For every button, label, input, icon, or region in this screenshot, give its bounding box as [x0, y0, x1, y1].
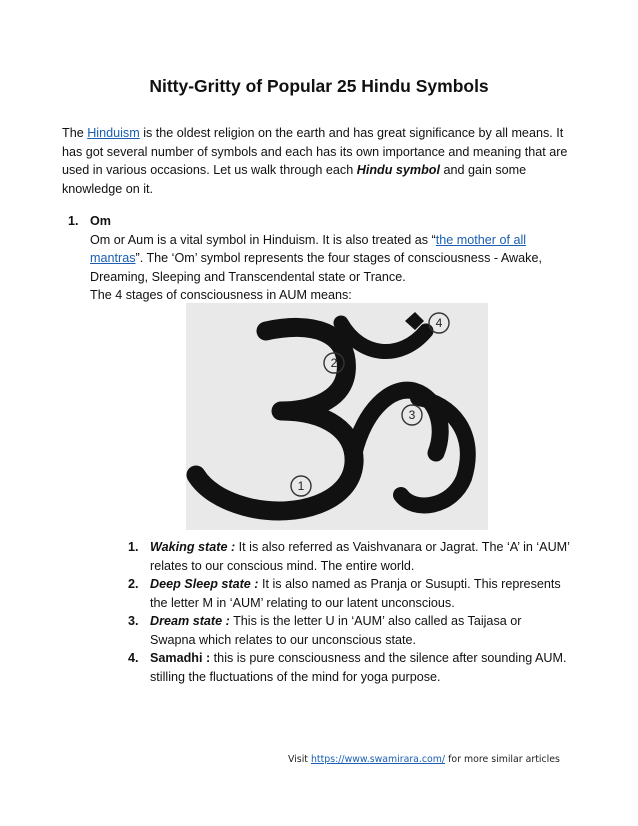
om-heading: Om: [90, 214, 111, 228]
stage-description: It is also named as Pranja or Susupti. This represents the letter M in ‘AUM’ relating to our latent unconscious.: [150, 577, 561, 610]
list-item: [128, 538, 570, 575]
intro-text-1: The: [62, 126, 88, 140]
list-number: 2.: [128, 577, 139, 591]
om-stages-intro: The 4 stages of consciousness in AUM means:: [90, 288, 352, 302]
page-footer: Visit https://www.swamirara.com/ for more similar articles: [288, 754, 560, 765]
list-item: [128, 649, 570, 686]
hindu-symbol-emphasis: Hindu symbol: [356, 163, 440, 177]
stage-term: Samadhi :: [150, 651, 211, 665]
intro-text-3: and gain some knowledge on it.: [62, 163, 527, 196]
intro-paragraph: [62, 124, 582, 198]
list-item-om: [68, 212, 560, 305]
list-number: 3.: [128, 614, 139, 628]
om-symbol-image: [186, 303, 488, 530]
hinduism-link[interactable]: Hinduism: [87, 126, 140, 140]
stage-label-4: 4: [435, 316, 443, 330]
list-number: 4.: [128, 651, 139, 665]
mother-of-mantras-link[interactable]: the mother of all mantras: [90, 232, 527, 265]
stage-description: This is the letter U in ‘AUM’ also called as Taijasa or Swapna which relates to our unconscious state.: [150, 614, 522, 647]
list-item: [128, 612, 570, 649]
page-title: Nitty-Gritty of Popular 25 Hindu Symbols: [149, 76, 489, 96]
stage-label-2: 2: [330, 356, 338, 370]
consciousness-stages-list: [128, 538, 570, 686]
swamirara-link[interactable]: https://www.swamirara.com/: [310, 754, 446, 765]
list-item: [128, 575, 570, 612]
om-symbol-figure: [186, 303, 488, 530]
stage-description: It is also referred as Vaishvanara or Jagrat. The ‘A’ in ‘AUM’ relates to our conscious mind. The entire world.: [150, 540, 570, 573]
stage-term: Waking state :: [150, 540, 236, 554]
stage-description: this is pure consciousness and the silence after sounding AUM. stilling the fluctuations of the mind for yoga purpose.: [150, 651, 567, 684]
stage-term: Deep Sleep state :: [150, 577, 259, 591]
list-number: 1.: [128, 540, 139, 554]
stage-label-3: 3: [408, 408, 416, 422]
stage-term: Dream state :: [150, 614, 230, 628]
intro-text-2: is the oldest religion on the earth and has great significance by all means. It has got several number of symbols and each has its own importance and meaning that are used in various occasions. Let us walk through each: [62, 126, 568, 177]
list-number: 1.: [68, 214, 79, 228]
stage-label-1: 1: [297, 479, 305, 493]
om-description: Om or Aum is a vital symbol in Hinduism. It is also treated as “the mother of all mantras”. The ‘Om’ symbol represents the four stages of consciousness - Awake, Dreaming, Sleeping and Transcendental state or Trance.: [90, 232, 542, 284]
